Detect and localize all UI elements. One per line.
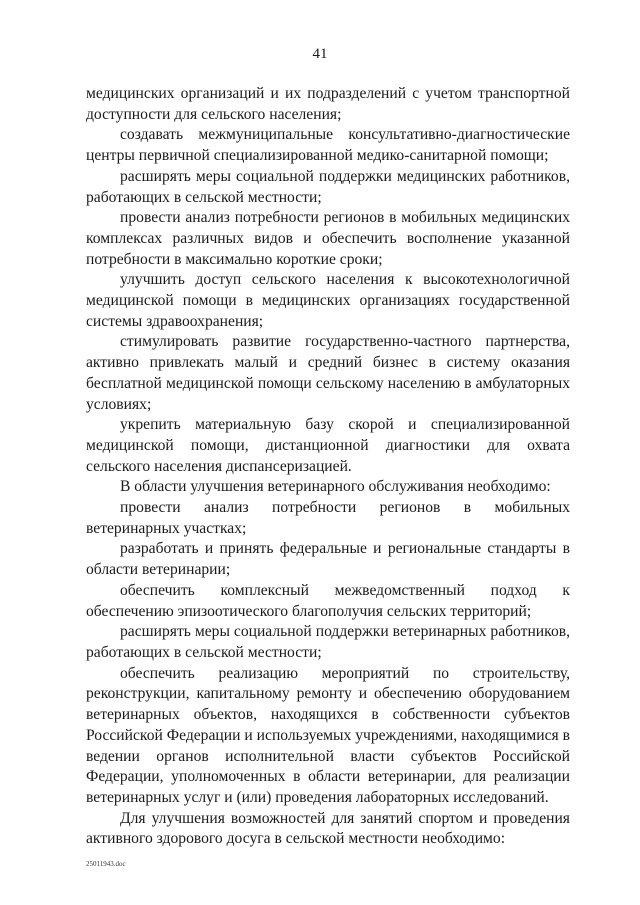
paragraph: стимулировать развитие государственно-частного партнерства, активно привлекать малый и средний бизнес в систему оказания бесплатной медицинской помощи сельскому населению в амбулаторных условиях; bbox=[86, 333, 570, 413]
paragraph: разработать и принять федеральные и региональные стандарты в области ветеринарии; bbox=[86, 540, 570, 579]
paragraph: создавать межмуниципальные консультативно-диагностические центры первичной специализированной медико-санитарной помощи; bbox=[86, 126, 570, 165]
paragraph: расширять меры социальной поддержки медицинских работников, работающих в сельской местности; bbox=[86, 167, 570, 206]
page-number: 41 bbox=[312, 46, 328, 62]
document-body bbox=[86, 84, 570, 850]
paragraph: обеспечить комплексный межведомственный подход к обеспечению эпизоотического благополучия сельских территорий; bbox=[86, 581, 570, 620]
paragraph: В области улучшения ветеринарного обслуживания необходимо: bbox=[120, 478, 551, 496]
paragraph: расширять меры социальной поддержки ветеринарных работников, работающих в сельской местности; bbox=[86, 623, 570, 661]
paragraph: обеспечить реализацию мероприятий по строительству, реконструкции, капитальному ремонту и обеспечению оборудованием ветеринарных объектов, находящихся в собственности субъектов Российской Федерации и используемых учреждениями, находящимися в ведении органов исполнительной власти субъектов Российской Федерации, уполномоченных в области ветеринарии, для реализации ветеринарных услуг и (или) проведения лабораторных исследований. bbox=[86, 664, 570, 806]
paragraph: провести анализ потребности регионов в мобильных ветеринарных участках; bbox=[86, 499, 570, 537]
paragraph-continuation: медицинских организаций и их подразделений с учетом транспортной доступности для сельского населения; bbox=[86, 85, 570, 123]
footer-file-code: 25011943.doc bbox=[86, 860, 126, 868]
paragraph: Для улучшения возможностей для занятий спортом и проведения активного здорового досуга в сельской местности необходимо: bbox=[86, 809, 570, 848]
paragraph: провести анализ потребности регионов в мобильных медицинских комплексах различных видов и обеспечить восполнение указанной потребности в максимально короткие сроки; bbox=[86, 209, 570, 268]
paragraph: укрепить материальную базу скорой и специализированной медицинской помощи, дистанционной диагностики для охвата сельского населения диспансеризацией. bbox=[86, 416, 570, 475]
paragraph: улучшить доступ сельского населения к высокотехнологичной медицинской помощи в медицинских организациях государственной системы здравоохранения; bbox=[86, 271, 570, 330]
